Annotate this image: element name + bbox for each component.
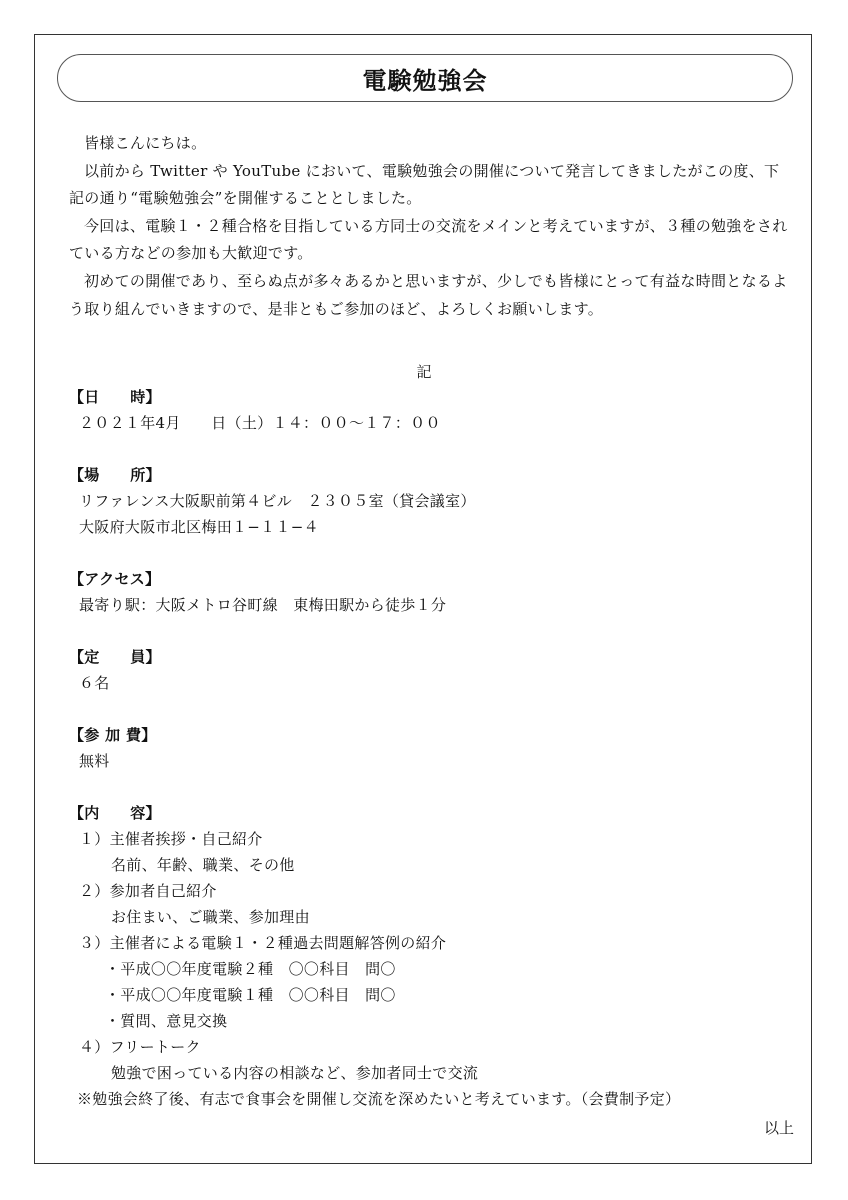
content-item-3-bullet-1: ・平成〇〇年度電験２種 〇〇科目 問〇	[105, 960, 396, 978]
content-heading: 【内 容】	[69, 804, 161, 822]
section-place	[69, 462, 799, 540]
ki-heading: 記	[416, 363, 432, 381]
section-content	[69, 800, 799, 1112]
section-capacity	[69, 644, 799, 696]
access-value: 最寄り駅：大阪メトロ谷町線 東梅田駅から徒歩１分	[79, 596, 447, 614]
capacity-heading: 【定 員】	[69, 648, 161, 666]
title-box	[57, 54, 793, 102]
place-line-2: 大阪府大阪市北区梅田１−１１−４	[79, 518, 319, 536]
section-fee	[69, 722, 799, 774]
introduction	[69, 130, 789, 323]
intro-paragraph-3: 初めての開催であり、至らぬ点が多々あるかと思いますが、少しでも皆様にとって有益な時間となるよう取り組んでいきますので、是非ともご参加のほど、よろしくお願いします。	[69, 271, 788, 318]
content-item-1-detail: 名前、年齢、職業、その他	[111, 856, 295, 874]
section-access	[69, 566, 799, 618]
fee-value: 無料	[79, 752, 110, 770]
datetime-value: ２０２１年4月 日（土）１４：００～１７：００	[79, 414, 441, 432]
after-party-note: ※勉強会終了後、有志で食事会を開催し交流を深めたいと考えています。（会費制予定）	[77, 1090, 681, 1108]
content-item-4-detail: 勉強で困っている内容の相談など、参加者同士で交流	[111, 1064, 479, 1082]
capacity-value: ６名	[79, 674, 110, 692]
document-title: 電験勉強会	[362, 66, 488, 95]
datetime-heading: 【日 時】	[69, 388, 161, 406]
content-item-2: ２）参加者自己紹介	[79, 882, 217, 900]
section-datetime	[69, 384, 799, 436]
access-heading: 【アクセス】	[69, 570, 161, 588]
content-item-2-detail: お住まい、ご職業、参加理由	[111, 908, 310, 926]
fee-heading: 【参 加 費】	[69, 726, 157, 744]
intro-paragraph-2: 今回は、電験１・２種合格を目指している方同士の交流をメインと考えていますが、３種の勉強をされている方などの参加も大歓迎です。	[69, 216, 788, 263]
place-line-1: リファレンス大阪駅前第４ビル ２３０５室（貸会議室）	[79, 492, 476, 510]
content-item-3: ３）主催者による電験１・２種過去問題解答例の紹介	[79, 934, 447, 952]
greeting: 皆様こんにちは。	[84, 134, 207, 152]
details	[69, 384, 799, 1112]
closing-mark: 以上	[763, 1119, 794, 1137]
content-item-1: １）主催者挨拶・自己紹介	[79, 830, 263, 848]
content-item-3-bullet-3: ・質問、意見交換	[105, 1012, 228, 1030]
content-item-4: ４）フリートーク	[79, 1038, 201, 1056]
content-item-3-bullet-2: ・平成〇〇年度電験１種 〇〇科目 問〇	[105, 986, 396, 1004]
intro-paragraph-1: 以前から Twitter や YouTube において、電験勉強会の開催について発言してきましたがこの度、下記の通り“電験勉強会”を開催することとしました。	[69, 161, 780, 208]
place-heading: 【場 所】	[69, 466, 161, 484]
